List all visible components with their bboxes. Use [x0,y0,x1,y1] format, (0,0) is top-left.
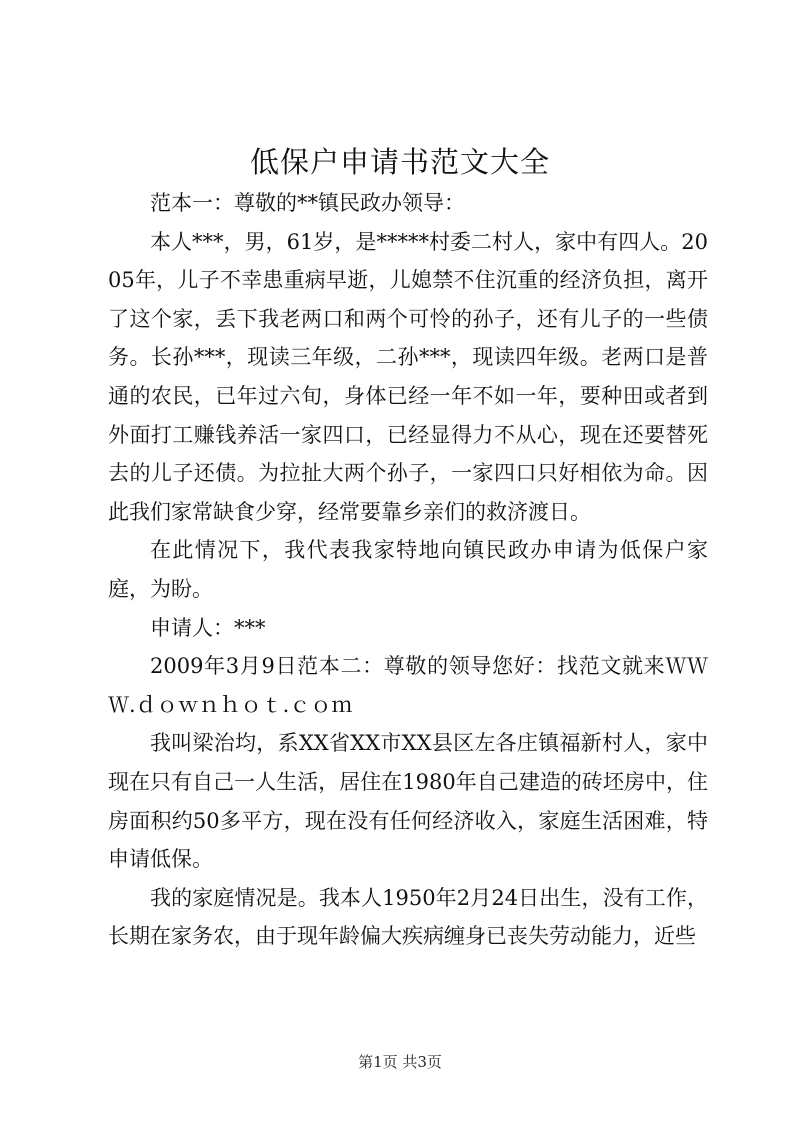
paragraph-request: 在此情况下，我代表我家特地向镇民政办申请为低保户家庭，为盼。 [108,538,708,601]
page-number-footer: 第1页 共3页 [358,1053,442,1071]
paragraph-personal-situation: 我的家庭情况是。我本人1950年2月24日出生，没有工作，长期在家务农，由于现年龄偏大疾病缠身已丧失劳动能力，近些 [108,885,708,949]
paragraph-applicant: 申请人：*** [150,615,266,640]
paragraph-salutation-1: 范本一：尊敬的**镇民政办领导： [150,191,465,215]
document-title: 低保户申请书范文大全 [249,145,550,179]
document-body [108,184,708,956]
paragraph-date-salutation-2: 2009年3月9日范本二：尊敬的领导您好：找范文就来ＷＷＷ.ｄｏｗｎｈｏｔ.ｃｏｍ [108,654,708,717]
paragraph-introduction: 我叫梁治均，系XX省XX市XX县区左各庄镇福新村人，家中现在只有自己一人生活，居住在1980年自己建造的砖坯房中，住房面积约50多平方，现在没有任何经济收入，家庭生活困难，特申请低保。 [108,731,708,872]
paragraph-family-situation: 本人***，男，61岁，是*****村委二村人，家中有四人。2005年，儿子不幸患重病早逝，儿媳禁不住沉重的经济负担，离开了这个家，丢下我老两口和两个可怜的孙子，还有儿子的一些债务。长孙***，现读三年级，二孙***，现读四年级。老两口是普通的农民，已年过六旬，身体已经一年不如一年，要种田或者到外面打工赚钱养活一家四口，已经显得力不从心，现在还要替死去的儿子还债。为拉扯大两个孙子，一家四口只好相依为命。因此我们家常缺食少穿，经常要靠乡亲们的救济渡日。 [108,229,708,524]
